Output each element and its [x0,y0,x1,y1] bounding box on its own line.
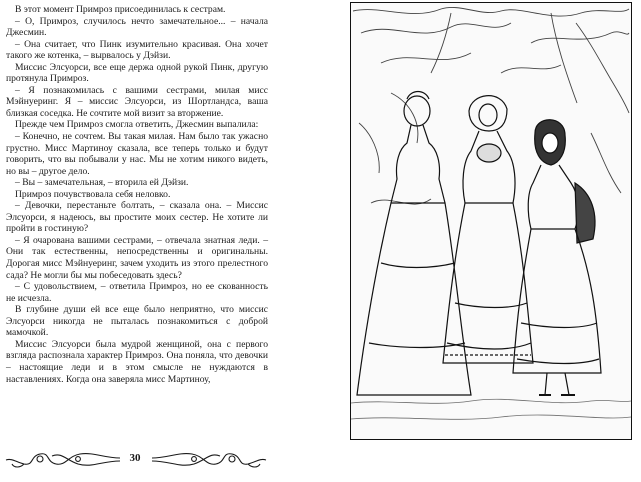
paragraph: В глубине души ей все еще было неприятно, что миссис Элсуорси никогда не пыталась познакомиться с доброй мамочкой. [6,304,268,339]
paragraph: – О, Примроз, случилось нечто замечательное... – начала Джесмин. [6,15,268,39]
ornament-right-icon [150,448,268,472]
ink-drawing-three-ladies-in-garden [351,3,631,439]
paragraph: – Конечно, не сочтем. Вы такая милая. Нам было так ужасно грустно. Мисс Мартиноу сказала, все теперь только и будут говорить, что вы побывали у нас. Мы не хотим никого видеть, но вы – другое дело. [6,131,268,177]
paragraph: – Она считает, что Пинк изумительно красивая. Она хочет такого же котенка, – вырвалось у Дэйзи. [6,38,268,62]
paragraph: – Я очарована вашими сестрами, – отвечала знатная леди. – Они так естественны, непосредственны и оригинальны. Дорогая мисс Мэйнуеринг, зачем уходить из этого прелестного сада? Не могли бы мы побеседовать здесь? [6,234,268,281]
paragraph: – Вы – замечательная, – вторила ей Дэйзи. [15,177,189,189]
paragraph: Миссис Элсуорси, все еще держа одной рукой Пинк, другую протянула Примроз. [6,61,268,85]
ornament-left-icon [4,448,122,472]
text-column [6,4,268,385]
paragraph: – Я познакомилась с вашими сестрами, милая мисс Мэйнуеринг. Я – миссис Элсуорси, из Шортландса, ваша близкая соседка. Не сочтите мой визит за вторжение. [6,84,268,119]
page-footer [0,448,272,472]
paragraph: – Девочки, перестаньте болтать, – сказала она. – Миссис Элсуорси, я надеюсь, вы простите моих сестер. Не хотите ли пройти в гостиную? [6,200,268,235]
paragraph: Миссис Элсуорси была мудрой женщиной, она с первого взгляда распознала характер Примроз. Она поняла, что девочки – настоящие леди и в этом смысле не нуждаются в наставлениях. Когда она заверяла мисс Мартиноу, [6,338,268,385]
paragraph: – С удовольствием, – ответила Примроз, но ее скованность не исчезла. [6,281,268,304]
paragraph: В этот момент Примроз присоединилась к сестрам. [15,4,226,15]
paragraph: Прежде чем Примроз смогла ответить, Джесмин выпалила: [15,119,259,131]
page-number: 30 [129,452,141,464]
paragraph: Примроз почувствовала себя неловко. [15,188,171,200]
illustration [350,2,632,440]
